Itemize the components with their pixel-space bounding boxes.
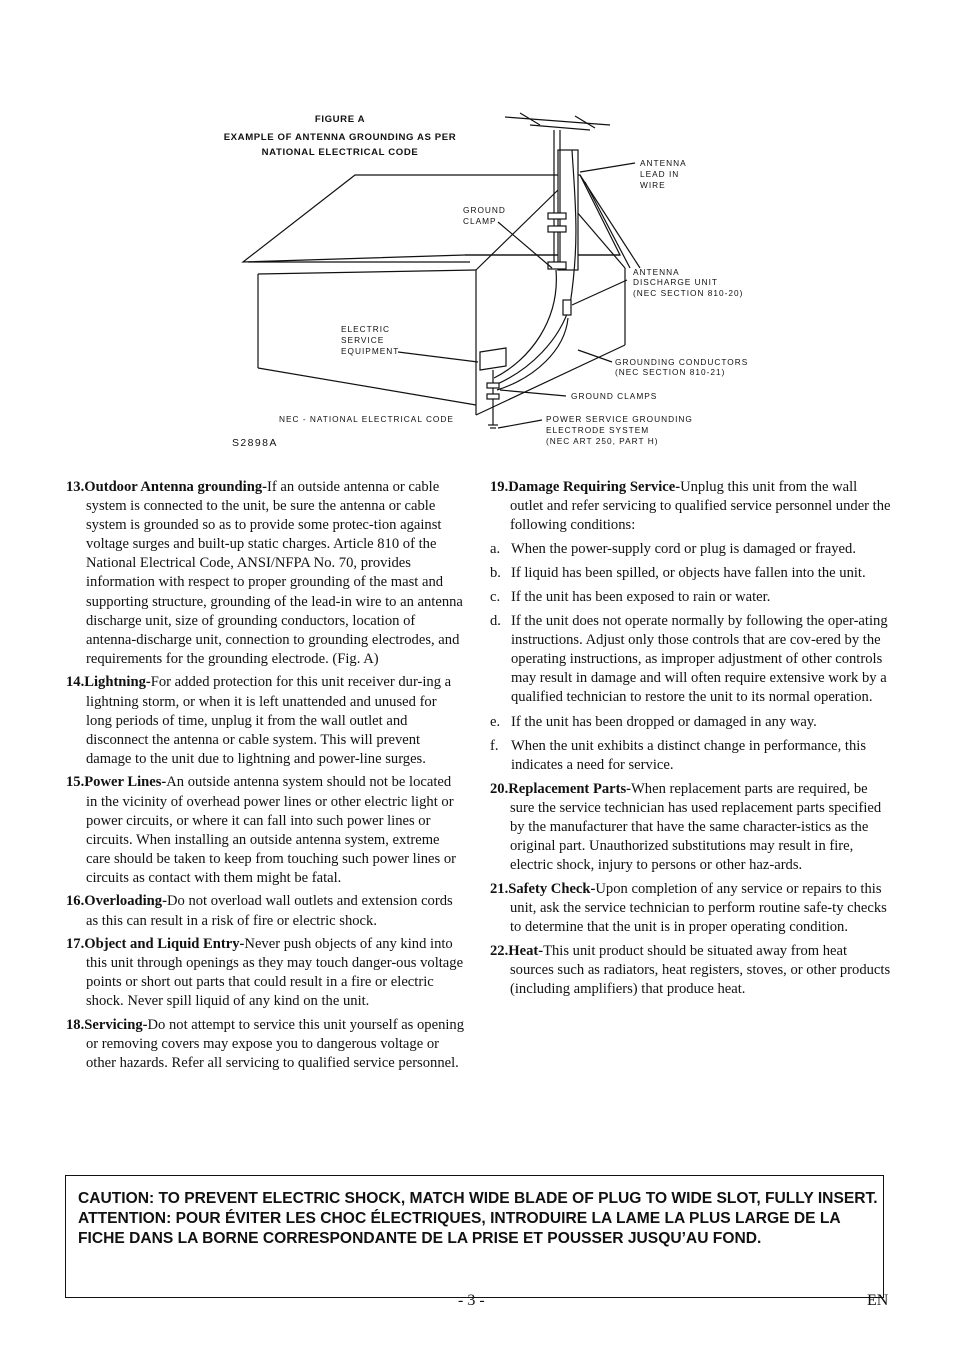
svg-text:WIRE: WIRE — [640, 180, 666, 190]
item-20: 20.Replacement Parts-When replacement parts are required, be sure the service technician has used replacement parts specified by the manufacturer that have the same character-istics as the original part. Unauthorized substitutions may result in fire, electric shock, injury to persons or other haz-ards. — [490, 780, 882, 874]
house-drawing — [243, 113, 640, 428]
label-discharge-unit — [633, 267, 743, 298]
item-17: 17.Object and Liquid Entry-Never push objects of any kind into this unit through openings as they may touch danger-ous voltage points or short out parts that could result in a fire or electric shock. Never spill liquid of any kind on the unit. — [66, 936, 464, 1010]
item-22: 22.Heat-This unit product should be situated away from heat sources such as radiators, heat registers, stoves, or other products (including amplifiers) that produce heat. — [490, 942, 891, 997]
condition-f: f. When the unit exhibits a distinct change in performance, this indicates a need for service. — [490, 737, 867, 773]
label-ground-clamps: GROUND CLAMPS — [571, 391, 658, 401]
item-14: 14.Lightning-For added protection for this unit receiver dur-ing a lightning storm, or when it is left unattended and unused for long periods of time, unplug it from the wall outlet and disconnect the antenna or cable system. This will prevent damage to the unit due to lightning and power-line surges. — [66, 674, 452, 767]
item-18: 18.Servicing-Do not attempt to service this unit yourself as opening or removing covers may expose you to dangerous voltage or other hazards. Refer all servicing to qualified service personnel. — [66, 1017, 465, 1072]
item-19: 19.Damage Requiring Service-Unplug this unit from the wall outlet and refer servicing to qualified service personnel under the following conditions: — [490, 479, 891, 534]
language-code: EN — [867, 1292, 889, 1309]
antenna-grounding-figure — [0, 0, 954, 470]
svg-text:ELECTRODE SYSTEM: ELECTRODE SYSTEM — [546, 425, 650, 435]
label-power-service — [546, 414, 693, 446]
item-16: 16.Overloading-Do not overload wall outlets and extension cords as this can result in a risk of fire or electric shock. — [66, 893, 453, 929]
figure-subtitle-1: EXAMPLE OF ANTENNA GROUNDING AS PER — [223, 132, 457, 143]
svg-text:EQUIPMENT: EQUIPMENT — [341, 346, 400, 356]
svg-text:LEAD IN: LEAD IN — [640, 169, 680, 179]
svg-text:(NEC ART 250, PART H): (NEC ART 250, PART H) — [546, 436, 659, 446]
item-15: 15.Power Lines-An outside antenna system should not be located in the vicinity of overhead power lines or other electric light or power circuits, or where it can fall into such power lines or circuits. When installing an outside antenna system, extreme care should be taken to keep from touching such power lines or circuits as contact with them might be fatal. — [66, 774, 457, 886]
svg-text:GROUNDING CONDUCTORS: GROUNDING CONDUCTORS — [615, 357, 749, 367]
caution-box — [65, 1175, 884, 1298]
figure-title: FIGURE A — [314, 114, 366, 125]
svg-text:DISCHARGE UNIT: DISCHARGE UNIT — [633, 277, 718, 287]
item-13: 13.Outdoor Antenna grounding-If an outside antenna or cable system is connected to the unit, be sure the antenna or cable system is grounded so as to provide some protec-tion against voltage surges and built-up static charges. Article 810 of the National Electrical Code, ANSI/NFPA No. 70, provides information with respect to proper grounding of the mast and supporting structure, grounding of the lead-in wire to an antenna discharge unit, size of grounding conductors, location of antenna-discharge unit, connection to grounding electrodes, and requirements for the grounding electrode. (Fig. A) — [66, 479, 463, 667]
condition-e: e. If the unit has been dropped or damaged in any way. — [490, 713, 817, 730]
svg-text:(NEC SECTION 810-21): (NEC SECTION 810-21) — [615, 367, 726, 377]
page-number: - 3 - — [458, 1292, 485, 1309]
svg-text:ELECTRIC: ELECTRIC — [341, 324, 391, 334]
left-column — [66, 478, 466, 1078]
label-antenna-lead — [640, 158, 687, 190]
condition-a: a. When the power-supply cord or plug is damaged or frayed. — [490, 540, 856, 557]
label-nec: NEC - NATIONAL ELECTRICAL CODE — [279, 414, 454, 424]
svg-text:CLAMP: CLAMP — [463, 216, 497, 226]
label-electric-service — [341, 324, 399, 356]
svg-text:SERVICE: SERVICE — [341, 335, 385, 345]
svg-text:(NEC SECTION 810-20): (NEC SECTION 810-20) — [633, 288, 744, 298]
figure-subtitle-2: NATIONAL ELECTRICAL CODE — [261, 147, 419, 158]
condition-b: b. If liquid has been spilled, or objects have fallen into the unit. — [490, 564, 866, 581]
item-21: 21.Safety Check-Upon completion of any service or repairs to this unit, ask the service technician to perform routine safe-ty checks to determine that the unit is in proper operating condition. — [490, 880, 887, 935]
svg-text:POWER SERVICE GROUNDING: POWER SERVICE GROUNDING — [546, 414, 693, 424]
svg-text:GROUND: GROUND — [463, 205, 506, 215]
caution-french: ATTENTION: POUR ÉVITER LES CHOC ÉLECTRIQUES, INTRODUIRE LA LAME LA PLUS LARGE DE LA FICHE DANS LA BORNE CORRESPONDANTE DE LA PRISE ET POUSSER JUSQU’AU FOND. — [78, 1210, 841, 1247]
figure-code: S2898A — [232, 437, 278, 449]
condition-c: c. If the unit has been exposed to rain or water. — [490, 588, 771, 605]
svg-text:ANTENNA: ANTENNA — [633, 267, 680, 277]
right-column — [490, 478, 892, 1003]
condition-d: d. If the unit does not operate normally by following the oper-ating instructions. Adjust only those controls that are cov-ered by the operating instructions, as improper adjustment of other controls may result in damage and will often require extensive work by a qualified technician to restore the unit to its normal operation. — [490, 613, 888, 706]
caution-english: CAUTION: TO PREVENT ELECTRIC SHOCK, MATCH WIDE BLADE OF PLUG TO WIDE SLOT, FULLY INSERT. — [78, 1190, 878, 1207]
svg-text:ANTENNA: ANTENNA — [640, 158, 687, 168]
label-grounding-conductors — [615, 357, 748, 377]
